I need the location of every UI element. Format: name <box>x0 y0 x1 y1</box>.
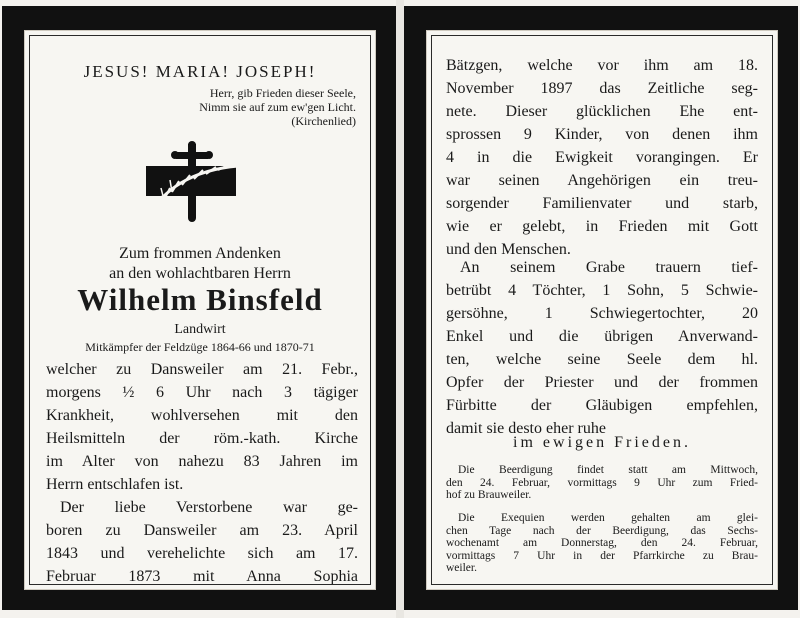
text-line: Der liebe Verstorbene war ge- <box>60 499 358 516</box>
exequies-notice <box>446 512 758 575</box>
left-card-frame <box>29 35 371 585</box>
prayer-verse <box>199 86 356 128</box>
cross-palm-icon <box>142 140 242 222</box>
mourners-paragraph <box>446 256 758 440</box>
invocation-heading: JESUS! MARIA! JOSEPH! <box>83 62 317 81</box>
text-line: Krankheit, wohlversehen mit den <box>46 407 358 424</box>
text-line: nete. Dieser glücklichen Ehe ent- <box>446 103 758 120</box>
prayer-line: Herr, gib Frieden dieser Seele, <box>209 86 356 100</box>
biography-paragraph <box>46 496 358 585</box>
text-line: im Alter von nahezu 83 Jahren im <box>46 453 358 470</box>
notice-line: vormittags 7 Uhr in der Pfarrkirche zu Brau- <box>446 549 758 562</box>
text-line: sorgender Familienvater und starb, <box>446 195 758 212</box>
right-card-border <box>404 6 798 610</box>
notice-line: chen Tage nach der Beerdigung, das Sechs- <box>446 524 758 537</box>
text-line: An seinem Grabe trauern tief- <box>460 259 758 276</box>
text-line: ten, welche seine Seele dem hl. <box>446 351 758 368</box>
deceased-name: Wilhelm Binsfeld <box>77 282 323 317</box>
occupation: Landwirt <box>174 322 226 337</box>
text-line: betrübt 4 Töchter, 1 Sohn, 5 Schwie- <box>446 282 758 299</box>
text-line: Opfer der Priester und der frommen <box>446 374 758 391</box>
text-line: wie er gelebt, in Frieden mit Gott <box>446 218 758 235</box>
card-fold <box>396 0 404 618</box>
text-line: 4 in die Ewigkeit vorangingen. Er <box>446 149 758 166</box>
notice-line: Die Beerdigung findet statt am Mittwoch, <box>458 464 758 476</box>
prayer-source: (Kirchenlied) <box>291 114 356 128</box>
death-paragraph <box>46 358 358 496</box>
right-card-page <box>426 30 778 590</box>
notice-line: den 24. Februar, vormittags 9 Uhr zum Fried- <box>446 476 758 489</box>
memorial-intro <box>42 244 358 284</box>
closing-phrase: im ewigen Frieden. <box>513 434 691 451</box>
text-line: Fürbitte der Gläubigen empfehlen, <box>446 397 758 414</box>
right-card-frame <box>431 35 773 585</box>
text-line: welcher zu Dansweiler am 21. Febr., <box>46 361 358 378</box>
text-line: und den Menschen. <box>446 241 571 258</box>
intro-line: an den wohlachtbaren Herrn <box>109 265 291 282</box>
text-line: November 1897 das Zeitliche seg- <box>446 80 758 97</box>
funeral-notice <box>446 464 758 502</box>
text-line: war seinen Angehörigen ein treu- <box>446 172 758 189</box>
text-line: Bätzgen, welche vor ihm am 18. <box>446 57 758 74</box>
left-card-border <box>2 6 396 610</box>
text-line: damit sie desto eher ruhe <box>446 420 606 437</box>
campaigns-line: Mitkämpfer der Feldzüge 1864-66 und 1870-71 <box>85 340 315 354</box>
notice-line: weiler. <box>446 562 477 574</box>
text-line: gersöhne, 1 Schwiegertochter, 20 <box>446 305 758 322</box>
family-paragraph <box>446 54 758 261</box>
prayer-line: Nimm sie auf zum ew'gen Licht. <box>199 100 356 114</box>
text-line: sprossen 9 Kinder, von denen ihm <box>446 126 758 143</box>
notice-line: hof zu Brauweiler. <box>446 489 532 501</box>
notice-line: wochenamt am Donnerstag, den 24. Februar, <box>446 537 758 549</box>
text-line: Enkel und die übrigen Anverwand- <box>446 328 758 345</box>
notice-line: Die Exequien werden gehalten am glei- <box>458 512 758 524</box>
text-line: morgens ½ 6 Uhr nach 3 tägiger <box>46 384 358 401</box>
text-line: Heilsmitteln der röm.-kath. Kirche <box>46 430 358 447</box>
text-line: Herrn entschlafen ist. <box>46 476 184 493</box>
text-line: Februar 1873 mit Anna Sophia <box>46 568 358 585</box>
text-line: boren zu Dansweiler am 23. April <box>46 522 358 539</box>
left-card-page <box>24 30 376 590</box>
text-line: 1843 und verehelichte sich am 17. <box>46 545 358 562</box>
intro-line: Zum frommen Andenken <box>119 245 281 262</box>
